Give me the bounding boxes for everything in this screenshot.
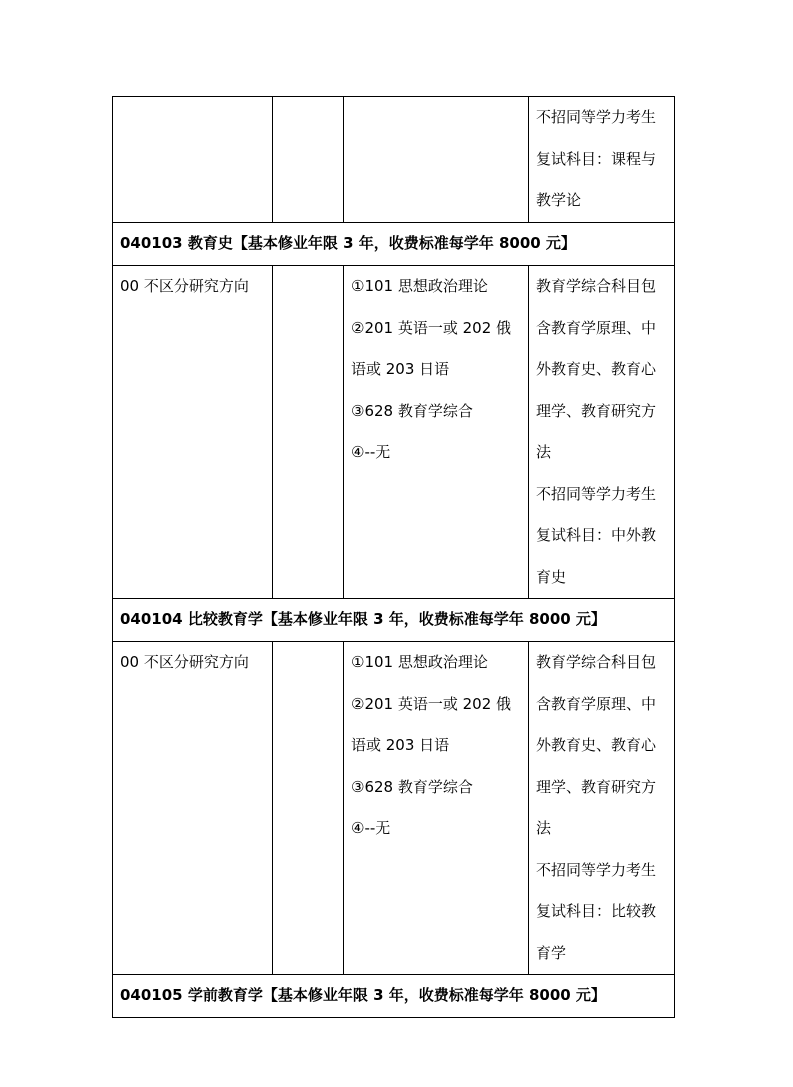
note-line: 教育学综合科目包 xyxy=(536,277,657,295)
table-row xyxy=(113,642,675,975)
direction-cell: 00 不区分研究方向 xyxy=(113,266,273,599)
note-line: 法 xyxy=(536,819,552,837)
exam-line: ④--无 xyxy=(351,819,391,837)
note-line: 复试科目：课程与 xyxy=(536,149,657,168)
note-line: 教育学综合科目包 xyxy=(536,653,657,671)
exam-line: ②201 英语一或 202 俄 xyxy=(351,318,512,337)
exam-line: ③628 教育学综合 xyxy=(351,401,473,420)
exam-line: ④--无 xyxy=(351,443,391,461)
exam-line: 语或 203 日语 xyxy=(351,736,450,754)
exam-cell xyxy=(344,97,529,223)
note-line: 含教育学原理、中 xyxy=(536,318,657,337)
section-header-row xyxy=(113,599,675,642)
section-header: 040104 比较教育学【基本修业年限 3 年，收费标准每学年 8000 元】 xyxy=(113,599,675,642)
note-line: 育史 xyxy=(536,567,567,586)
section-header: 040103 教育史【基本修业年限 3 年，收费标准每学年 8000 元】 xyxy=(113,223,675,266)
section-header-row xyxy=(113,223,675,266)
notes-cell xyxy=(529,266,675,599)
table-row xyxy=(113,266,675,599)
blank-cell xyxy=(273,97,344,223)
note-line: 含教育学原理、中 xyxy=(536,694,657,713)
note-line: 不招同等学力考生 xyxy=(536,108,657,126)
note-line: 理学、教育研究方 xyxy=(536,777,657,796)
note-line: 育学 xyxy=(536,943,567,962)
note-line: 理学、教育研究方 xyxy=(536,401,657,420)
note-line: 教学论 xyxy=(536,191,582,209)
notes-cell xyxy=(529,97,675,223)
section-header-row xyxy=(113,975,675,1018)
note-line: 外教育史、教育心 xyxy=(536,736,657,754)
exam-cell xyxy=(344,642,529,975)
note-line: 外教育史、教育心 xyxy=(536,360,657,378)
table-row xyxy=(113,97,675,223)
direction-cell xyxy=(113,97,273,223)
section-header: 040105 学前教育学【基本修业年限 3 年，收费标准每学年 8000 元】 xyxy=(113,975,675,1018)
exam-line: ①101 思想政治理论 xyxy=(351,653,488,671)
direction-cell: 00 不区分研究方向 xyxy=(113,642,273,975)
note-line: 不招同等学力考生 xyxy=(536,860,657,879)
exam-line: ①101 思想政治理论 xyxy=(351,277,488,295)
note-line: 不招同等学力考生 xyxy=(536,484,657,503)
exam-cell xyxy=(344,266,529,599)
note-line: 复试科目：比较教 xyxy=(536,902,657,920)
note-line: 复试科目：中外教 xyxy=(536,526,657,544)
note-line: 法 xyxy=(536,443,552,461)
exam-line: 语或 203 日语 xyxy=(351,360,450,378)
exam-line: ②201 英语一或 202 俄 xyxy=(351,694,512,713)
blank-cell xyxy=(273,266,344,599)
admissions-table xyxy=(112,96,675,1018)
exam-line: ③628 教育学综合 xyxy=(351,777,473,796)
blank-cell xyxy=(273,642,344,975)
notes-cell xyxy=(529,642,675,975)
